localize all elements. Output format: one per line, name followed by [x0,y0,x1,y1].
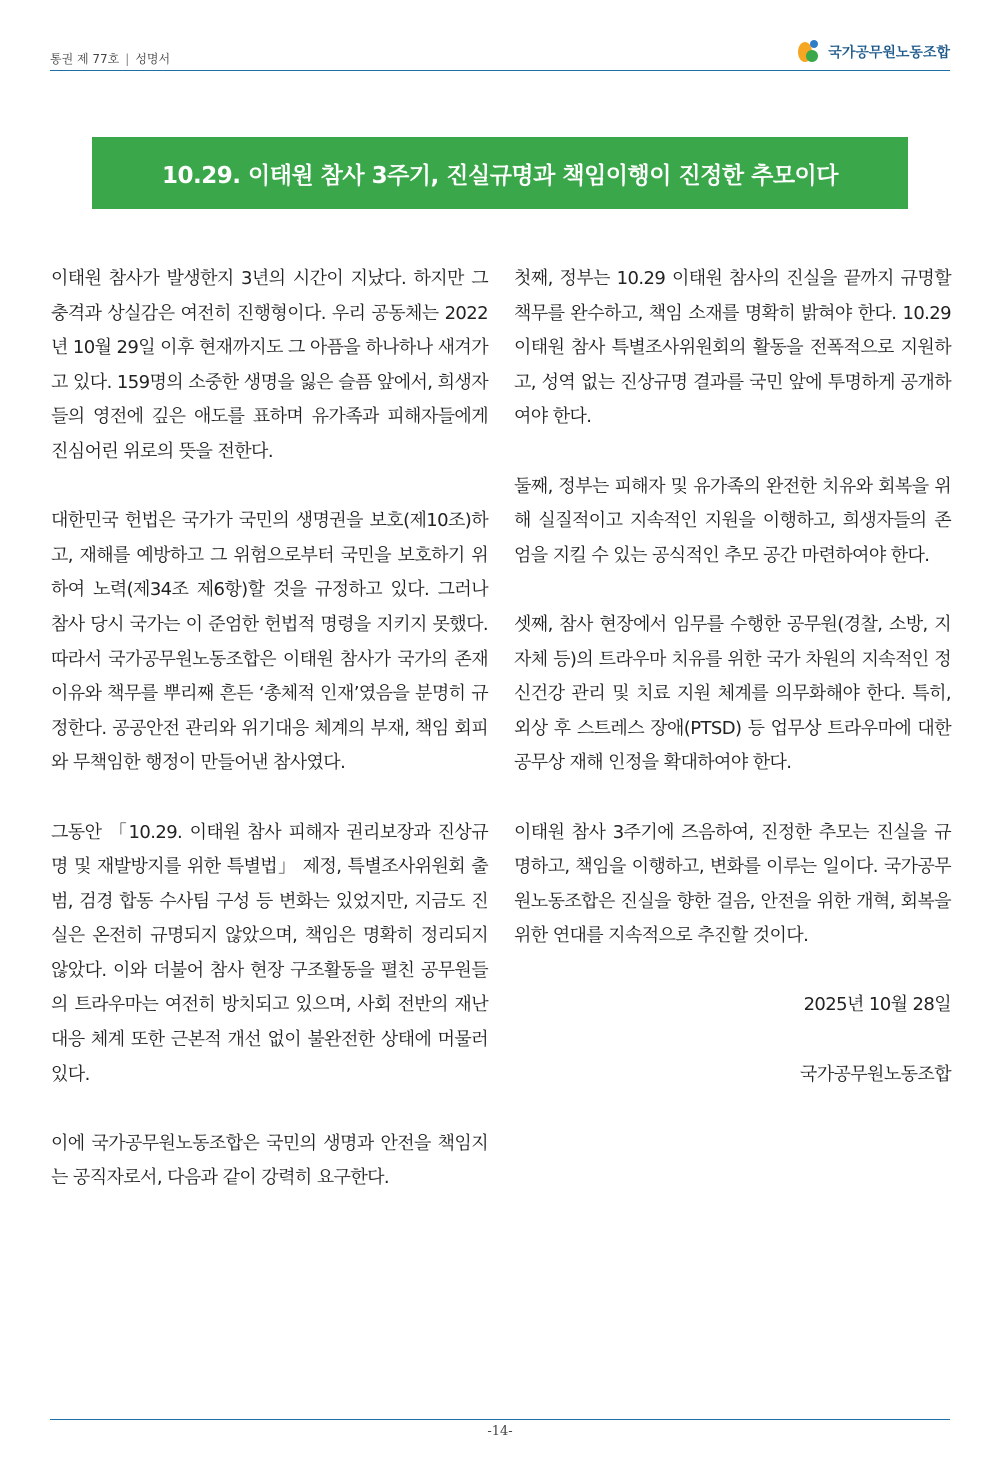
header-issue-info [50,50,170,67]
left-column [51,262,488,1231]
paragraph: 이태원 참사 3주기에 즈음하여, 진정한 추모는 진실을 규명하고, 책임을 이행하고, 변화를 이루는 일이다. 국가공무원노동조합은 진실을 향한 걸음, 안전을 위한 개혁, 회복을 위한 연대를 지속적으로 추진할 것이다. [514,821,951,947]
right-column [514,262,951,1127]
demand-paragraph: 셋째, 참사 현장에서 임무를 수행한 공무원(경찰, 소방, 지자체 등)의 트라우마 치유를 위한 국가 차원의 지속적인 정신건강 관리 및 치료 지원 체계를 의무화해야 한다. 특히, 외상 후 스트레스 장애(PTSD) 등 업무상 트라우마에 대한 공무상 재해 인정을 확대하여야 한다. [514,613,951,774]
paragraph: 이에 국가공무원노동조합은 국민의 생명과 안전을 책임지는 공직자로서, 다음과 같이 강력히 요구한다. [51,1132,488,1189]
paragraph: 이태원 참사가 발생한지 3년의 시간이 지났다. 하지만 그 충격과 상실감은 여전히 진행형이다. 우리 공동체는 2022년 10월 29일 이후 현재까지도 그 아픔을 하나하나 새겨가고 있다. 159명의 소중한 생명을 잃은 슬픔 앞에서, 희생자들의 영전에 깊은 애도를 표하며 유가족과 피해자들에게 진심어린 위로의 뜻을 전한다. [51,268,488,462]
section-name: 성명서 [135,52,171,66]
header-rule [50,70,950,71]
org-logo-text: 국가공무원노동조합 [828,45,950,61]
paragraph: 그동안 「10.29. 이태원 참사 피해자 권리보장과 진상규명 및 재발방지를 위한 특별법」 제정, 특별조사위원회 출범, 검경 합동 수사팀 구성 등 변화는 있었지만, 지금도 진실은 온전히 규명되지 않았으며, 책임은 명확히 정리되지 않았다. 이와 더불어 참사 현장 구조활동을 펼친 공무원들의 트라우마는 여전히 방치되고 있으며, 사회 전반의 재난 대응 체계 또한 근본적 개선 없이 불완전한 상태에 머물러 있다. [51,821,488,1085]
signature-org: 국가공무원노동조합 [799,1063,951,1085]
header-divider: | [125,52,130,66]
demand-paragraph: 둘째, 정부는 피해자 및 유가족의 완전한 치유와 회복을 위해 실질적이고 지속적인 지원을 이행하고, 희생자들의 존엄을 지킬 수 있는 공식적인 추모 공간 마련하여야 한다. [514,475,951,566]
page-header [50,38,950,68]
page-title: 10.29. 이태원 참사 3주기, 진실규명과 책임이행이 진정한 추모이다 [161,162,838,189]
signature-date: 2025년 10월 28일 [803,994,951,1016]
paragraph: 대한민국 헌법은 국가가 국민의 생명권을 보호(제10조)하고, 재해를 예방하고 그 위험으로부터 국민을 보호하기 위하여 노력(제34조 제6항)할 것을 규정하고 있다. 그러나 참사 당시 국가는 이 준엄한 헌법적 명령을 지키지 못했다. 따라서 국가공무원노동조합은 이태원 참사가 국가의 존재 이유와 책무를 뿌리째 흔든 ‘총체적 인재’였음을 분명히 규정한다. 공공안전 관리와 위기대응 체계의 부재, 책임 회피와 무책임한 행정이 만들어낸 참사였다. [51,510,488,774]
footer-rule [50,1419,950,1420]
page-number: -14- [487,1424,513,1439]
demand-paragraph: 첫째, 정부는 10.29 이태원 참사의 진실을 끝까지 규명할 책무를 완수하고, 책임 소재를 명확히 밝혀야 한다. 10.29 이태원 참사 특별조사위원회의 활동을 전폭적으로 지원하고, 성역 없는 진상규명 결과를 국민 앞에 투명하게 공개하여야 한다. [514,268,951,428]
org-logo [798,38,950,66]
title-banner [92,137,908,209]
union-logo-icon [798,40,822,64]
issue-number: 통권 제 77호 [50,52,120,66]
